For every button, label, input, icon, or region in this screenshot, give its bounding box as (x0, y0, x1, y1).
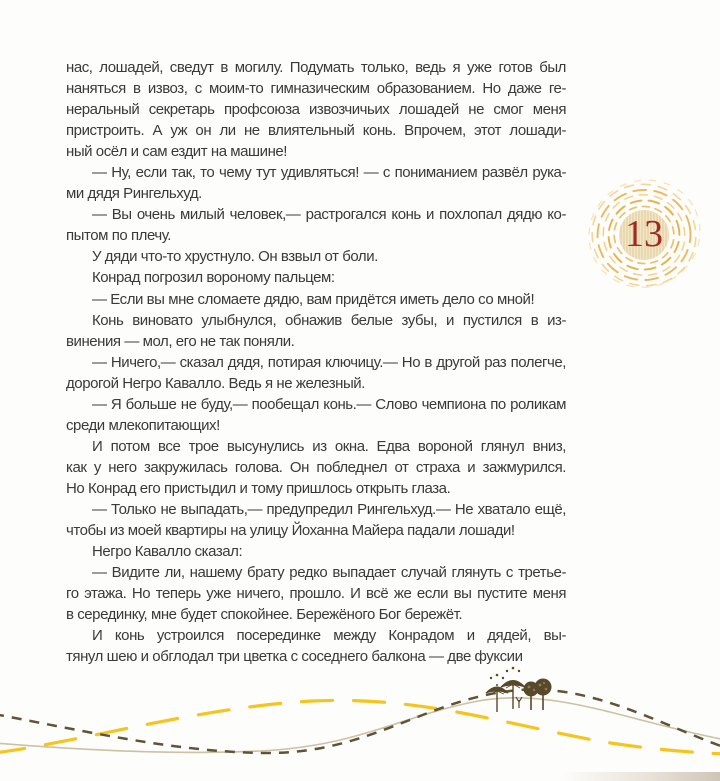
text-line: ми дядя Рингельхуд. (66, 185, 202, 203)
text-line: тянул шею и обглодал три цветка с соседнего балкона — две фуксии (66, 648, 523, 666)
text-line: И конь устроился посерединке между Конрадом и дядей, вы- (92, 627, 566, 645)
text-line: ный осёл и сам ездит на машине! (66, 143, 288, 161)
text-line: — Ничего,— сказал дядя, потирая ключицу.— Но в другой раз полегче, (92, 353, 566, 371)
text-line: — Только не выпадать,— предупредил Рингельхуд.— Не хватало ещё, (92, 500, 566, 518)
text-line: — Если вы мне сломаете дядю, вам придётся иметь дело со мной! (92, 290, 535, 308)
text-line: Конь виновато улыбнулся, обнажив белые зубы, и пустился в из- (92, 311, 566, 329)
text-line: — Вы очень милый человек,— растрогался конь и похлопал дядю ко- (92, 206, 566, 224)
text-line: пытом по плечу. (66, 227, 172, 245)
page-edge-shadow (560, 772, 720, 781)
text-line: чтобы из моей квартиры на улицу Йоханна Майера падали лошади! (66, 522, 515, 540)
text-line: — Видите ли, нашему брату редко выпадает случай глянуть с третье- (92, 564, 566, 582)
text-line: — Ну, если так, то чему тут удивляться! — с пониманием развёл рука- (92, 164, 566, 182)
text-line: — Я больше не буду,— пообещал конь.— Слово чемпиона по роликам (92, 395, 566, 413)
text-line: винения — мол, его не так поняли. (66, 332, 295, 350)
text-line: пристроить. А уж он ли не влиятельный конь. Впрочем, этот лошади- (66, 122, 566, 140)
text-line: го этажа. Но теперь уже ничего, прошло. И всё же если вы пустите меня (66, 585, 566, 603)
text-line: в серединку, мне будет спокойнее. Бережёного Бог бережёт. (66, 606, 463, 624)
text-line: Конрад погрозил вороному пальцем: (92, 269, 335, 287)
text-line: нас, лошадей, сведут в могилу. Подумать только, ведь я уже готов был (66, 59, 566, 76)
text-line: Негро Кавалло сказал: (92, 543, 243, 561)
page-number: 13 (625, 213, 663, 255)
text-line: среди млекопитающих! (66, 416, 220, 434)
text-line: наняться в извоз, с моим-то гимназическим образованием. Но даже ге- (66, 80, 566, 98)
text-line: И потом все трое высунулись из окна. Едва вороной глянул вниз, (92, 437, 566, 455)
hill-plants-illustration (486, 667, 552, 712)
text-line: дорогой Негро Кавалло. Ведь я не железный. (66, 374, 365, 392)
text-line: как у него закружилась голова. Он побледнел от страха и зажмурился. (66, 458, 566, 476)
text-line: неральный секретарь профсоюза извозчичьих лошадей не смог меня (66, 101, 566, 119)
text-line: Но Конрад его пристыдил и тому пришлось открыть глаза. (66, 479, 451, 497)
text-line: У дяди что-то хрустнуло. Он взвыл от боли. (92, 248, 378, 266)
yellow-dashed-wave-line (0, 700, 720, 754)
